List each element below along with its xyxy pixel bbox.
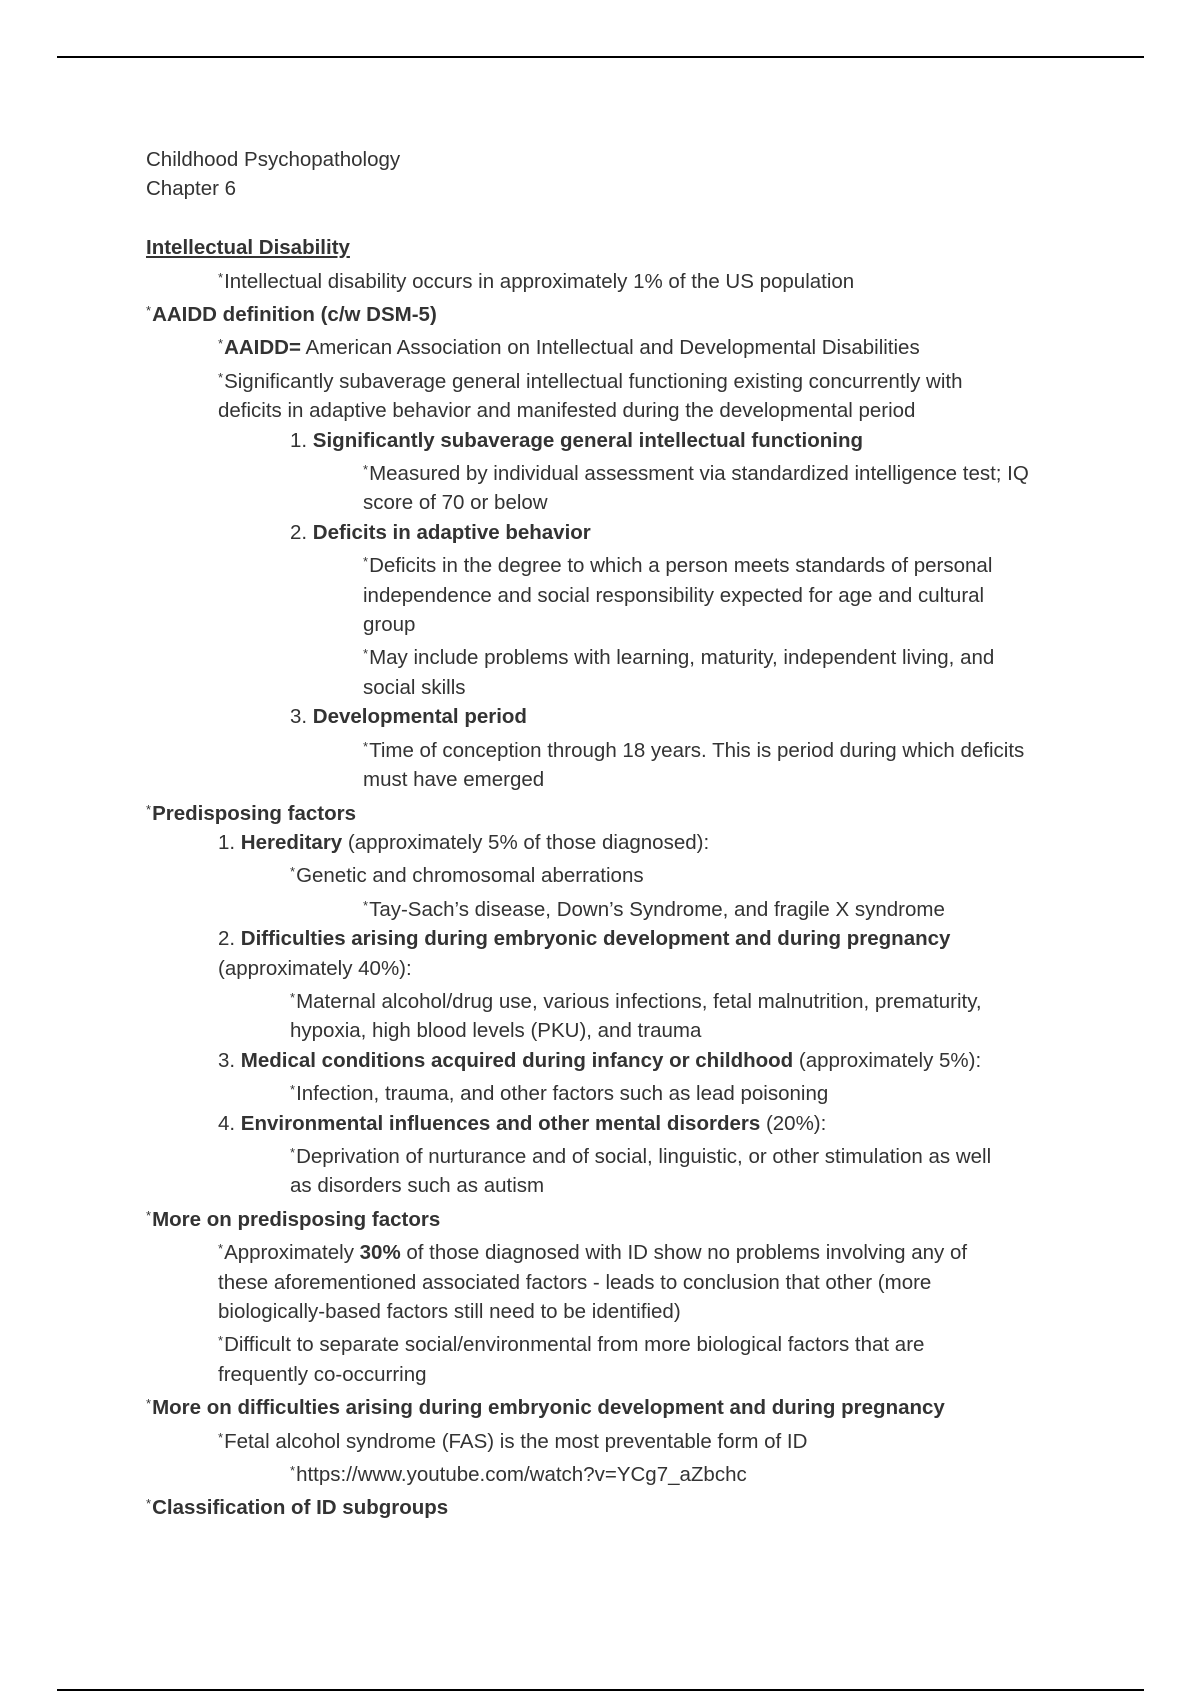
- unexplained-cases-note: *Approximately 30% of those diagnosed with ID show no problems involving any of: [218, 1241, 968, 1265]
- factor-1-examples: *Tay-Sach’s disease, Down’s Syndrome, and fragile X syndrome: [363, 897, 945, 921]
- more-difficulties-heading: *More on difficulties arising during embryonic development and during pregnancy: [146, 1396, 945, 1420]
- bullet-star: *: [363, 554, 369, 570]
- bullet-star: *: [146, 1207, 152, 1223]
- document-body: [146, 145, 1106, 1523]
- chapter-label: Chapter 6: [146, 177, 237, 201]
- criterion-2-detail-2-cont: social skills: [363, 675, 466, 699]
- predisposing-heading: *Predisposing factors: [146, 801, 356, 825]
- factor-2-detail-cont: hypoxia, high blood levels (PKU), and trauma: [290, 1019, 702, 1043]
- definition-heading: *AAIDD definition (c/w DSM-5): [146, 303, 437, 327]
- video-link: [146, 1456, 1106, 1489]
- criterion-3-title: 3. Developmental period: [290, 705, 527, 729]
- acronym-line: *AAIDD= American Association on Intellectual and Developmental Disabilities: [218, 336, 920, 360]
- factor-3-detail: *Infection, trauma, and other factors such as lead poisoning: [290, 1082, 829, 1106]
- criterion-1-title: 1. Significantly subaverage general intellectual functioning: [290, 428, 863, 452]
- bullet-star: *: [363, 897, 369, 913]
- factor-2-detail: *Maternal alcohol/drug use, various infections, fetal malnutrition, prematurity,: [290, 989, 982, 1013]
- bottom-rule: [57, 1689, 1144, 1691]
- youtube-url: https://www.youtube.com/watch?v=YCg7_aZbchc: [296, 1463, 747, 1487]
- factor-4-detail-cont: as disorders such as autism: [290, 1174, 545, 1198]
- co-occurring-note-cont: frequently co-occurring: [218, 1362, 427, 1386]
- criterion-3-detail: *Time of conception through 18 years. This is period during which deficits: [363, 738, 1025, 762]
- criterion-2-detail-2: *May include problems with learning, maturity, independent living, and: [363, 646, 995, 670]
- bullet-star: *: [218, 269, 224, 285]
- course-title: Childhood Psychopathology: [146, 148, 401, 171]
- bullet-star: *: [218, 1333, 224, 1349]
- criterion-2-detail-cont: group: [363, 613, 416, 637]
- factor-3: 3. Medical conditions acquired during infancy or childhood (approximately 5%):: [218, 1048, 982, 1072]
- criterion-2-detail: *Deficits in the degree to which a person meets standards of personal: [363, 554, 993, 578]
- classification-heading: *Classification of ID subgroups: [146, 1496, 449, 1520]
- blank-line: [146, 204, 1106, 233]
- criterion-2-detail-cont: independence and social responsibility expected for age and cultural: [363, 583, 985, 607]
- bullet-star: *: [363, 462, 369, 478]
- bullet-star: *: [290, 1463, 296, 1479]
- bullet-star: *: [290, 989, 296, 1005]
- criterion-3-detail-cont: must have emerged: [363, 768, 545, 792]
- factor-2: 2. Difficulties arising during embryonic development and during pregnancy: [218, 927, 951, 951]
- bullet-star: *: [218, 369, 224, 385]
- criterion-2-title: 2. Deficits in adaptive behavior: [290, 520, 591, 544]
- more-predisposing-heading: *More on predisposing factors: [146, 1207, 441, 1231]
- unexplained-cases-note-cont: biologically-based factors still need to be identified): [218, 1300, 681, 1324]
- bullet-star: *: [290, 1082, 296, 1098]
- factor-4-detail: *Deprivation of nurturance and of social, linguistic, or other stimulation as well: [290, 1144, 992, 1168]
- bullet-star: *: [290, 1144, 296, 1160]
- bullet-star: *: [218, 1241, 224, 1257]
- definition-summary-cont: deficits in adaptive behavior and manifested during the developmental period: [218, 399, 916, 423]
- top-rule: [57, 56, 1144, 58]
- bullet-star: *: [218, 336, 224, 352]
- bullet-star: *: [146, 1396, 152, 1412]
- bullet-star: *: [146, 303, 152, 319]
- definition-summary: *Significantly subaverage general intellectual functioning existing concurrently with: [218, 369, 963, 393]
- bullet-star: *: [146, 1496, 152, 1512]
- factor-1-detail: *Genetic and chromosomal aberrations: [290, 864, 644, 888]
- bullet-star: *: [363, 646, 369, 662]
- prevalence-note: *Intellectual disability occurs in approximately 1% of the US population: [218, 269, 855, 293]
- factor-2-cont: (approximately 40%):: [218, 956, 412, 980]
- unexplained-cases-note-cont: these aforementioned associated factors - leads to conclusion that other (more: [218, 1270, 932, 1294]
- co-occurring-note: *Difficult to separate social/environmental from more biological factors that are: [218, 1333, 925, 1357]
- bullet-star: *: [363, 738, 369, 754]
- bullet-star: *: [146, 801, 152, 817]
- bullet-star: *: [218, 1429, 224, 1445]
- factor-1: 1. Hereditary (approximately 5% of those diagnosed):: [218, 830, 710, 854]
- fas-note: *Fetal alcohol syndrome (FAS) is the most preventable form of ID: [218, 1429, 808, 1453]
- criterion-1-detail: *Measured by individual assessment via standardized intelligence test; IQ: [363, 462, 1029, 486]
- criterion-1-detail-cont: score of 70 or below: [363, 491, 548, 515]
- section-title: Intellectual Disability: [146, 236, 350, 260]
- bullet-star: *: [290, 864, 296, 880]
- factor-4: 4. Environmental influences and other mental disorders (20%):: [218, 1111, 827, 1135]
